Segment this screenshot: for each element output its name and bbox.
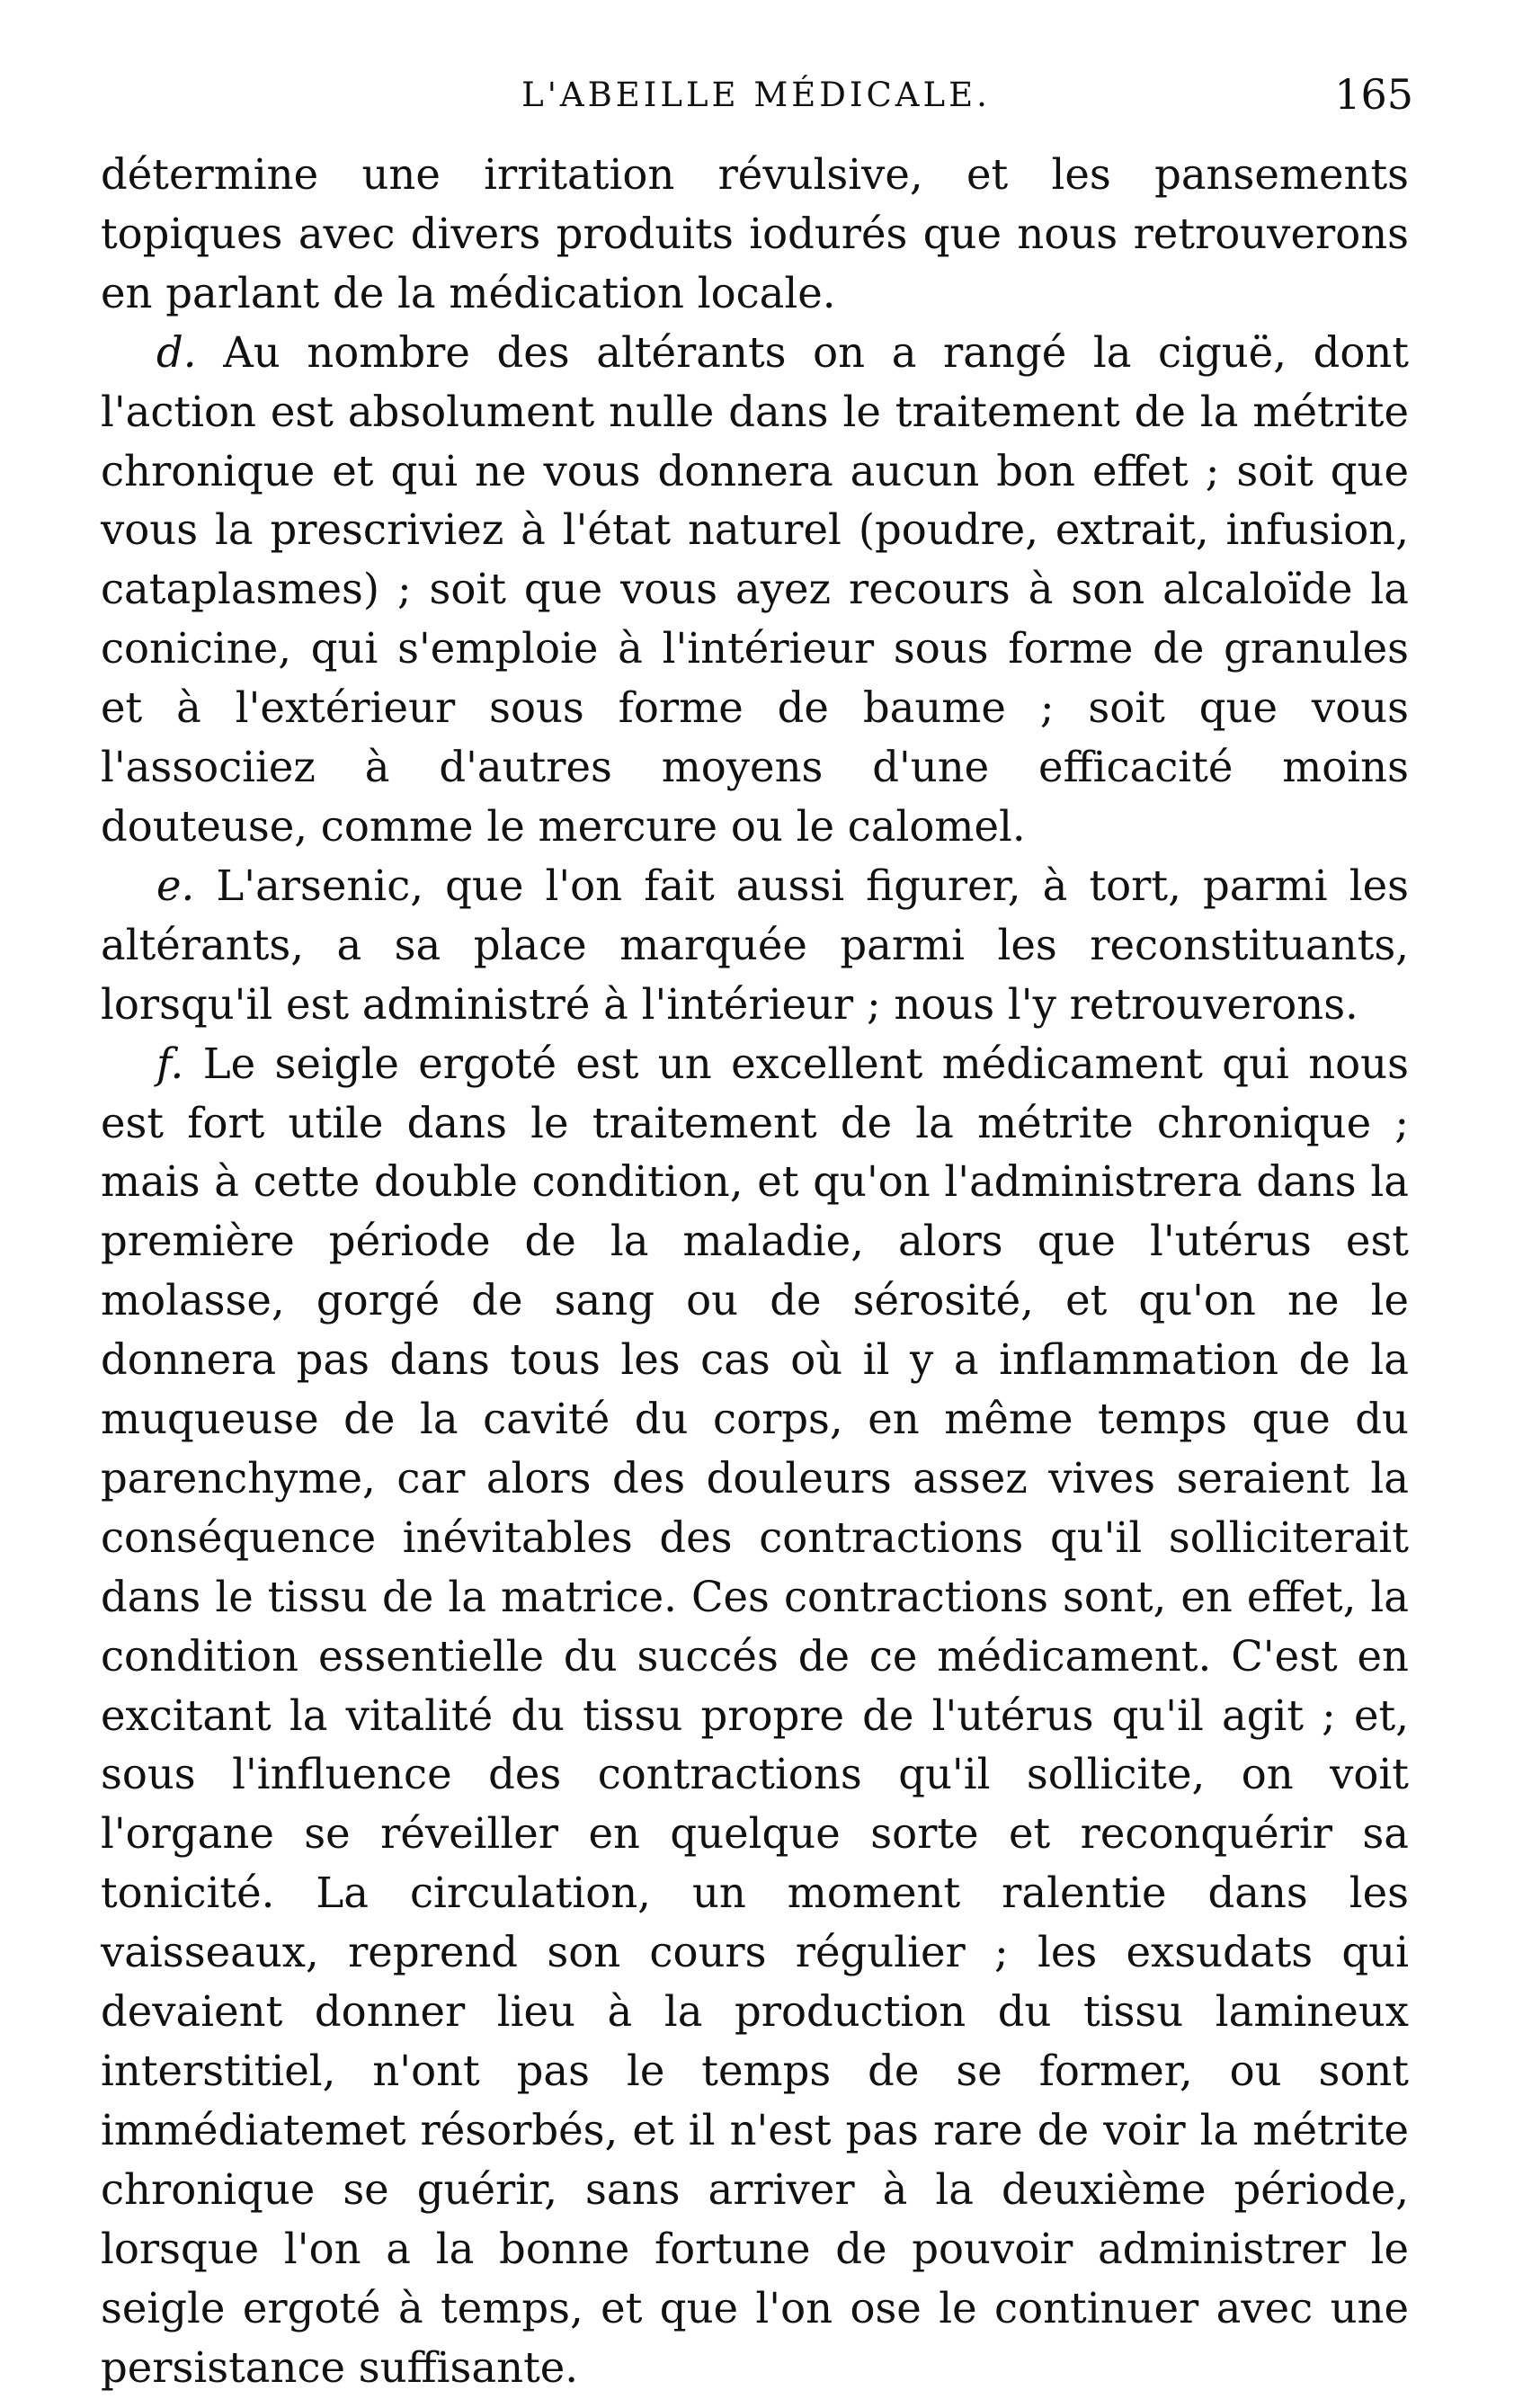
- paragraph-marker: e.: [156, 861, 195, 910]
- running-head: [99, 70, 1413, 120]
- paragraph-text: Au nombre des altérants on a rangé la ciguë, dont l'action est absolument nulle dans le traitement de la métrite chronique et qui ne vous donnera aucun bon effet ; soit que vous la prescriviez à l'état naturel (poudre, extrait, infusion, cataplasmes) ; soit que vous ayez recours à son alcaloïde la conicine, qui s'emploie à l'intérieur sous forme de granules et à l'extérieur sous forme de baume ; soit que vous l'associiez à d'autres moyens d'une efficacité moins douteuse, comme le mercure ou le calomel.: [101, 327, 1409, 851]
- body-text: [101, 146, 1409, 2397]
- header-title: L'ABEILLE MÉDICALE.: [521, 76, 991, 114]
- paragraph: [101, 324, 1409, 857]
- paragraph-marker: d.: [156, 327, 197, 377]
- paragraph-text: L'arsenic, que l'on fait aussi figurer, à tort, parmi les altérants, a sa place marquée parmi les reconstituants, lorsqu'il est administré à l'intérieur ; nous l'y retrouverons.: [101, 861, 1410, 1029]
- paragraph-marker: f.: [156, 1039, 184, 1088]
- paragraph: [101, 146, 1409, 324]
- paragraph: [101, 1035, 1409, 2398]
- paragraph: [101, 857, 1409, 1035]
- page-number: 165: [1334, 70, 1413, 119]
- paragraph-text: Le seigle ergoté est un excellent médicament qui nous est fort utile dans le traitement de la métrite chronique ; mais à cette double condition, et qu'on l'administrera dans la première période de la maladie, alors que l'utérus est molasse, gorgé de sang ou de sérosité, et qu'on ne le donnera pas dans tous les cas où il y a inflammation de la muqueuse de la cavité du corps, en même temps que du parenchyme, car alors des douleurs assez vives seraient la conséquence inévitables des contractions qu'il solliciterait dans le tissu de la matrice. Ces contractions sont, en effet, la condition essentielle du succés de ce médicament. C'est en excitant la vitalité du tissu propre de l'utérus qu'il agit ; et, sous l'influence des contractions qu'il sollicite, on voit l'organe se réveiller en quelque sorte et reconquérir sa tonicité. La circulation, un moment ralentie dans les vaisseaux, reprend son cours régulier ; les exsudats qui devaient donner lieu à la production du tissu lamineux interstitiel, n'ont pas le temps de se former, ou sont immédiatemet résorbés, et il n'est pas rare de voir la métrite chronique se guérir, sans arriver à la deuxième période, lorsque l'on a la bonne fortune de pouvoir administrer le seigle ergoté à temps, et que l'on ose le continuer avec une persistance suffisante.: [101, 1039, 1409, 2392]
- paragraph-text: détermine une irritation révulsive, et les pansements topiques avec divers produits iodurés que nous retrouverons en parlant de la médication locale.: [101, 150, 1409, 317]
